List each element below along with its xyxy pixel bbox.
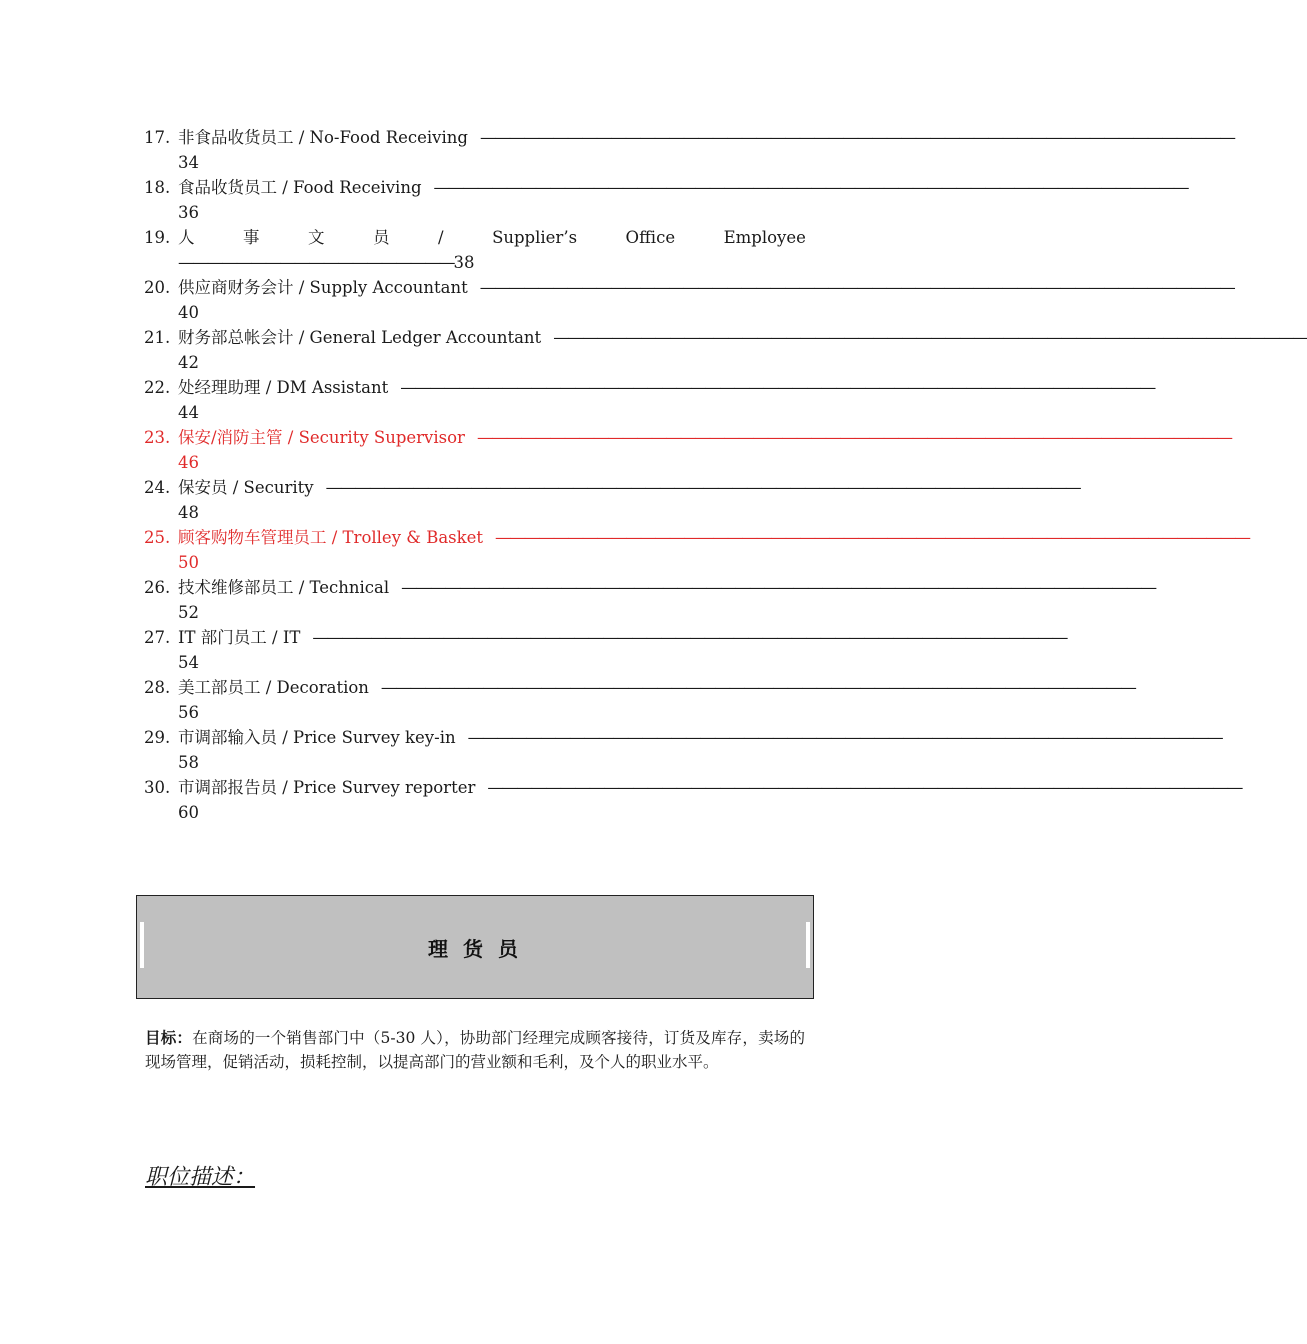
toc-page-number: 44 — [178, 403, 199, 422]
toc-number: 26. — [144, 578, 171, 597]
toc-entry-highlighted[interactable] — [144, 425, 1231, 475]
toc-title-part: Supplier’s — [492, 228, 578, 247]
toc-entry[interactable] — [144, 725, 1222, 775]
toc-leader: ———————————————————————————————————————————————————— — [467, 728, 1222, 747]
toc-leader: ———————————————————————————————————————————————————— — [433, 178, 1188, 197]
toc-page-number: 60 — [178, 803, 199, 822]
toc-number: 28. — [144, 678, 171, 697]
toc-title: 顾客购物车管理员工 / Trolley & Basket — [178, 528, 484, 547]
toc-leader: ——————————————————— — [178, 253, 454, 272]
toc-title-part: 文 — [308, 228, 325, 247]
toc-title-part: Employee — [723, 228, 806, 247]
toc-title-part: 员 — [373, 228, 390, 247]
toc-entry-highlighted[interactable] — [144, 525, 1250, 575]
toc-page-number: 48 — [178, 503, 199, 522]
toc-leader: ———————————————————————————————————————————————————— — [479, 128, 1234, 147]
toc-leader: ———————————————————————————————————————————————————— — [400, 378, 1155, 397]
title-box-right-accent — [806, 922, 810, 968]
toc-entry[interactable] — [144, 775, 1242, 825]
toc-title: 市调部输入员 / Price Survey key-in — [178, 728, 456, 747]
toc-title-part: / — [438, 228, 444, 247]
toc-leader: ———————————————————————————————————————————————————— — [487, 778, 1242, 797]
toc-number: 18. — [144, 178, 171, 197]
toc-entry[interactable] — [144, 575, 1156, 625]
toc-number: 19. — [144, 228, 171, 247]
section-title: 理 货 员 — [428, 936, 522, 961]
toc-entry[interactable] — [144, 675, 1135, 725]
toc-page-number: 46 — [178, 453, 199, 472]
toc-number: 25. — [144, 528, 171, 547]
table-of-contents — [144, 125, 1307, 825]
toc-page-number: 50 — [178, 553, 199, 572]
toc-entry[interactable] — [144, 625, 1067, 675]
toc-page-number: 58 — [178, 753, 199, 772]
toc-title: 市调部报告员 / Price Survey reporter — [178, 778, 476, 797]
toc-entry[interactable] — [144, 325, 1307, 375]
toc-title: 技术维修部员工 / Technical — [178, 578, 390, 597]
toc-page-number: 34 — [178, 153, 199, 172]
objective-label: 目标： — [145, 1029, 193, 1047]
toc-entry[interactable] — [144, 125, 1234, 175]
toc-page-number: 52 — [178, 603, 199, 622]
toc-title: 处经理助理 / DM Assistant — [178, 378, 389, 397]
toc-title-part: Office — [625, 228, 676, 247]
toc-leader: ———————————————————————————————————————————————————— — [553, 328, 1307, 347]
toc-title-part: 事 — [243, 228, 260, 247]
toc-leader: ———————————————————————————————————————————————————— — [401, 578, 1156, 597]
toc-number: 23. — [144, 428, 171, 447]
toc-title: 财务部总帐会计 / General Ledger Accountant — [178, 328, 542, 347]
toc-title: 美工部员工 / Decoration — [178, 678, 369, 697]
job-description-heading: 职位描述： — [145, 1165, 256, 1190]
toc-entry[interactable] — [144, 475, 1080, 525]
toc-title: IT 部门员工 / IT — [178, 628, 301, 647]
toc-leader: ———————————————————————————————————————————————————— — [479, 278, 1234, 297]
toc-title: 供应商财务会计 / Supply Accountant — [178, 278, 468, 297]
toc-title: 保安员 / Security — [178, 478, 314, 497]
toc-number: 24. — [144, 478, 171, 497]
toc-number: 21. — [144, 328, 171, 347]
section-title-box — [136, 895, 814, 999]
toc-entry[interactable] — [144, 275, 1234, 325]
toc-number: 27. — [144, 628, 171, 647]
toc-leader: ———————————————————————————————————————————————————— — [312, 628, 1067, 647]
toc-page-number: 56 — [178, 703, 199, 722]
title-box-left-accent — [140, 922, 144, 968]
toc-leader: ———————————————————————————————————————————————————— — [495, 528, 1250, 547]
toc-leader: ———————————————————————————————————————————————————— — [380, 678, 1135, 697]
toc-title: 非食品收货员工 / No-Food Receiving — [178, 128, 468, 147]
toc-number: 17. — [144, 128, 171, 147]
toc-page-number: 36 — [178, 203, 199, 222]
toc-entry[interactable] — [144, 375, 1155, 425]
toc-page-number: 38 — [453, 253, 475, 272]
toc-number: 22. — [144, 378, 171, 397]
toc-number: 20. — [144, 278, 171, 297]
toc-number: 29. — [144, 728, 171, 747]
toc-entry[interactable] — [144, 175, 1188, 225]
toc-title-part: 人 — [178, 228, 195, 247]
toc-page-number: 42 — [178, 353, 199, 372]
toc-number: 30. — [144, 778, 171, 797]
toc-leader: ———————————————————————————————————————————————————— — [476, 428, 1231, 447]
toc-entry[interactable] — [144, 225, 806, 275]
toc-title-spread — [178, 225, 806, 250]
toc-title: 食品收货员工 / Food Receiving — [178, 178, 422, 197]
toc-page-number: 54 — [178, 653, 199, 672]
objective-paragraph — [145, 1026, 805, 1074]
toc-title: 保安/消防主管 / Security Supervisor — [178, 428, 465, 447]
objective-text: 在商场的一个销售部门中（5-30 人），协助部门经理完成顾客接待，订货及库存，卖场的现场管理，促销活动，损耗控制，以提高部门的营业额和毛利，及个人的职业水平。 — [145, 1029, 805, 1071]
toc-leader: ———————————————————————————————————————————————————— — [325, 478, 1080, 497]
toc-page-number: 40 — [178, 303, 199, 322]
